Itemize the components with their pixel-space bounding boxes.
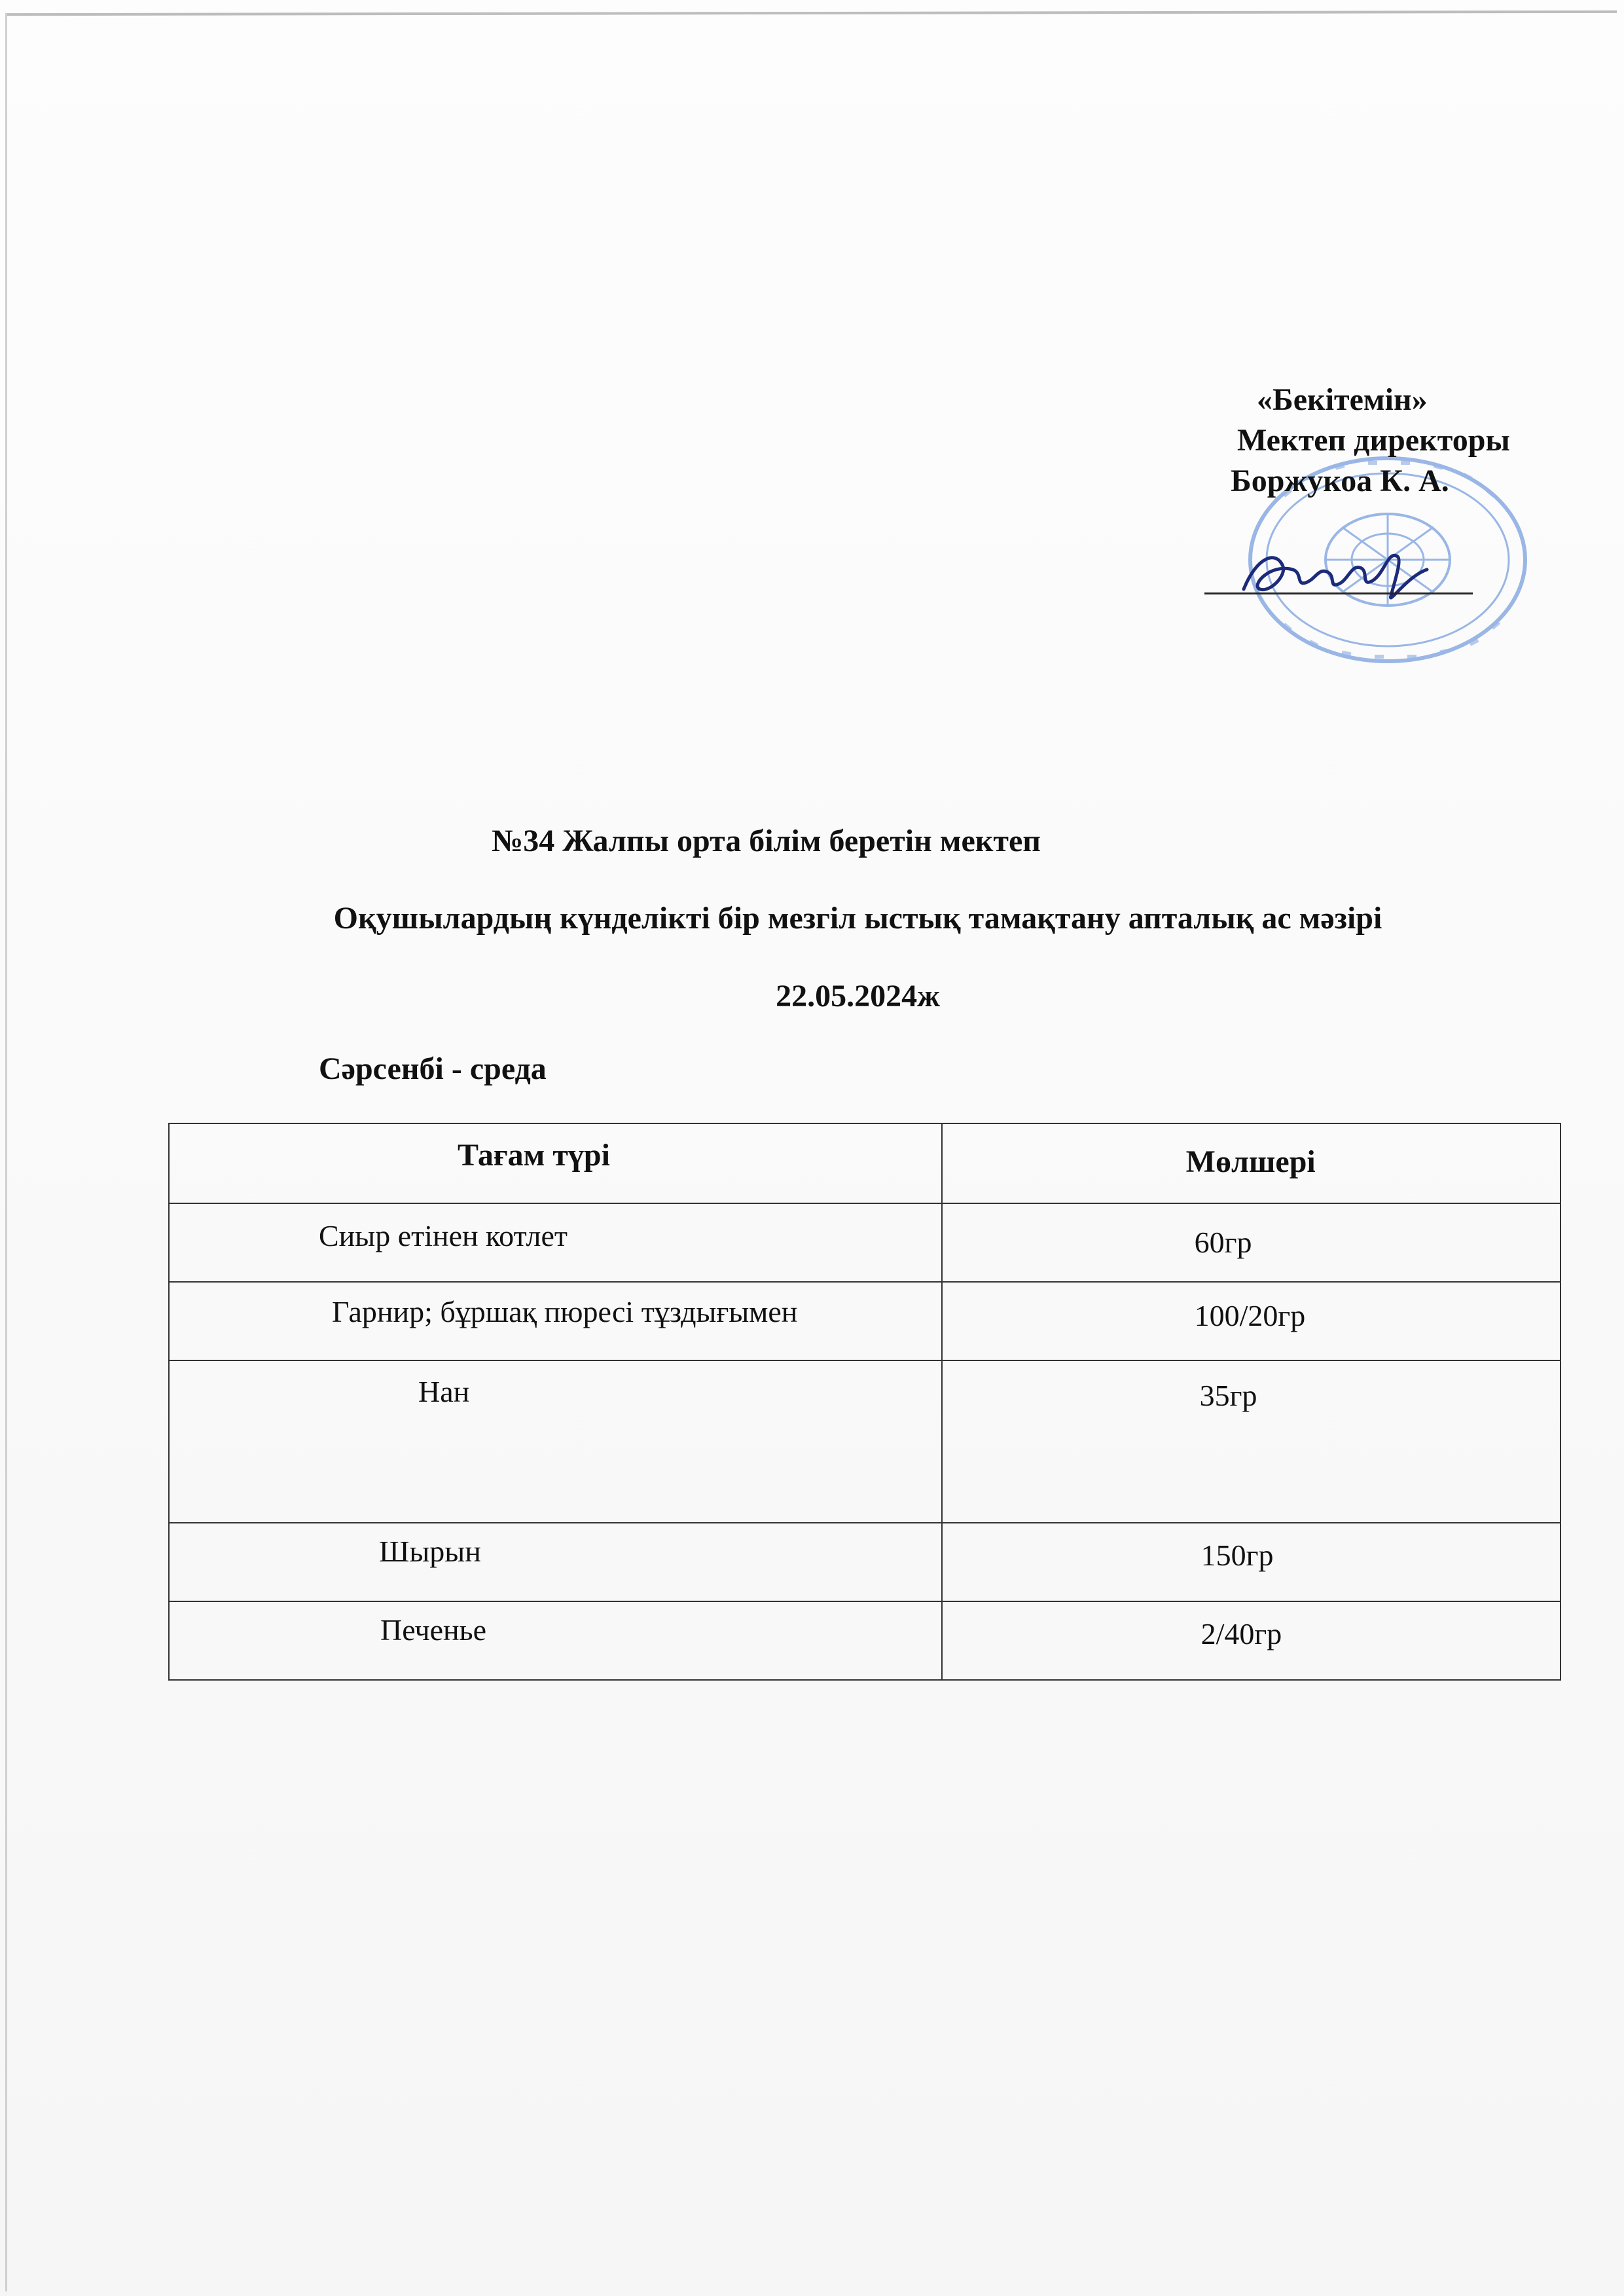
header-amount-label: Мөлшері [1185, 1144, 1316, 1179]
amount-cell [942, 1282, 1561, 1360]
dish-amount: 60гр [1194, 1226, 1252, 1259]
dish-name: Гарнир; бұршақ пюресі тұздығымен [332, 1295, 798, 1328]
dish-amount: 150гр [1200, 1539, 1274, 1572]
dish-cell [169, 1523, 942, 1601]
table-row [169, 1601, 1561, 1680]
table-row [169, 1360, 1561, 1523]
header-dish-type [169, 1123, 942, 1203]
menu-date: 22.05.2024ж [776, 979, 940, 1013]
dish-amount: 2/40гр [1200, 1617, 1282, 1650]
dish-cell [169, 1601, 942, 1680]
amount-cell [942, 1360, 1561, 1523]
dish-name: Нан [418, 1375, 470, 1408]
table-row [169, 1203, 1561, 1282]
table-row [169, 1282, 1561, 1360]
dish-cell [169, 1282, 942, 1360]
table-header-row [169, 1123, 1561, 1203]
approval-position: Мектеп директоры [1237, 423, 1510, 458]
header-amount [942, 1123, 1561, 1203]
menu-title-heading: Оқушылардың күнделікті бір мезгіл ыстық тамақтану апталық ас мәзірі [333, 901, 1382, 936]
page-edge-top [7, 10, 1617, 16]
page-edge-left [5, 13, 7, 2291]
dish-name: Шырын [379, 1535, 481, 1568]
dish-name: Печенье [380, 1613, 487, 1647]
dish-amount: 35гр [1199, 1379, 1257, 1412]
approval-heading: «Бекітемін» [1257, 382, 1428, 417]
table-row [169, 1523, 1561, 1601]
signature-line [1204, 592, 1473, 594]
weekday-label: Сәрсенбі - среда [319, 1051, 547, 1086]
dish-cell [169, 1360, 942, 1523]
dish-cell [169, 1203, 942, 1282]
amount-cell [942, 1523, 1561, 1601]
amount-cell [942, 1601, 1561, 1680]
school-name-heading: №34 Жалпы орта білім беретін мектеп [492, 824, 1041, 858]
menu-table [168, 1123, 1561, 1681]
dish-name: Сиыр етінен котлет [319, 1219, 568, 1252]
amount-cell [942, 1203, 1561, 1282]
director-signature [1231, 537, 1440, 609]
dish-amount: 100/20гр [1194, 1299, 1306, 1332]
approval-director-name: Боржукоа К. А. [1231, 464, 1449, 498]
header-dish-type-label: Тағам түрі [458, 1138, 610, 1173]
